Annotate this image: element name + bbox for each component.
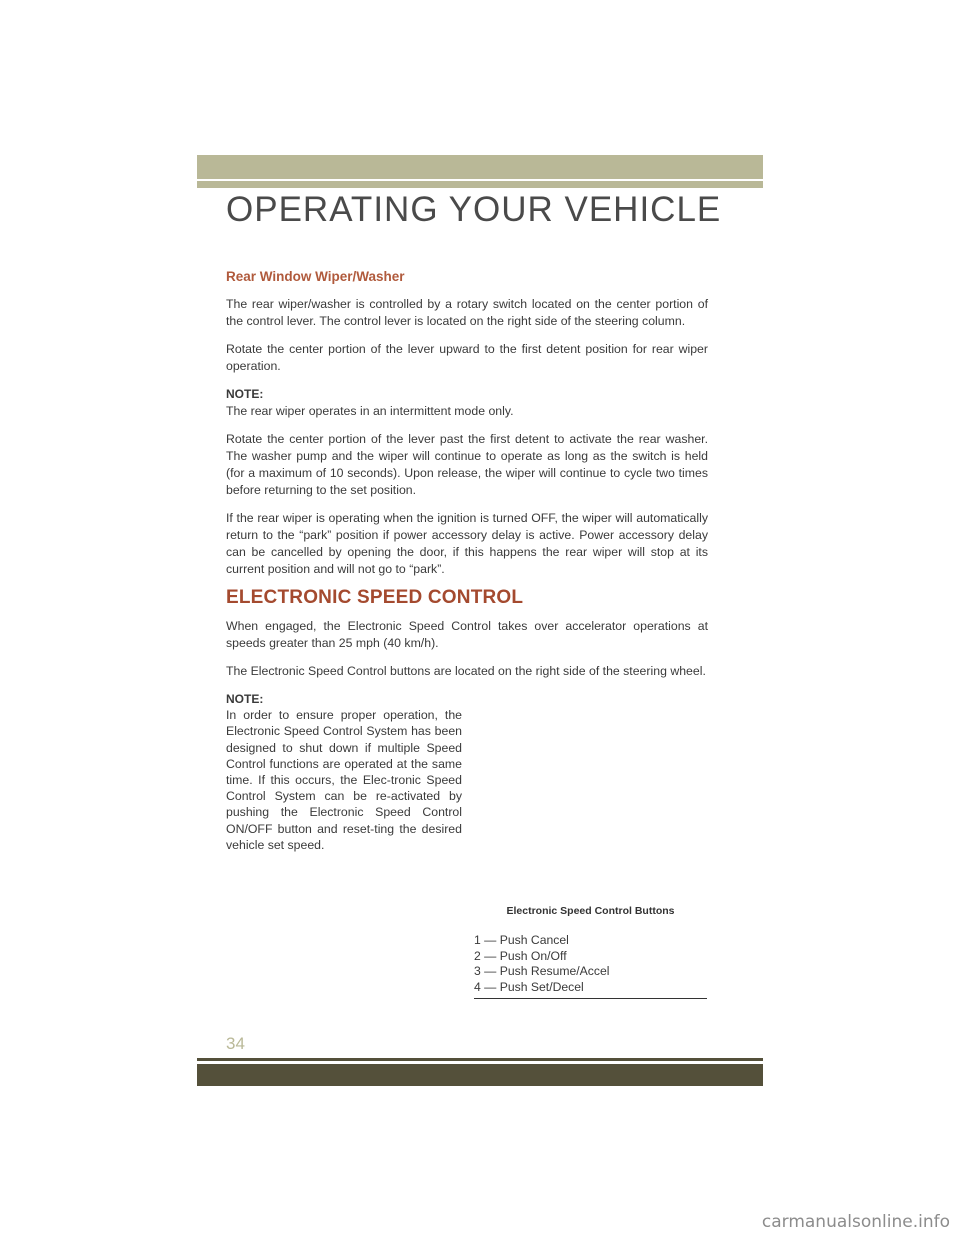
footer-rule	[197, 1058, 763, 1061]
speed-control-para-1: When engaged, the Electronic Speed Control takes over accelerator operations at speeds greater than 25 mph (40 km/h).	[226, 619, 708, 650]
legend-item: 3 — Push Resume/Accel	[474, 964, 610, 978]
header-rule	[197, 181, 763, 188]
note-label: NOTE:	[226, 692, 264, 706]
watermark[interactable]: carmanualsonline.info	[761, 1212, 950, 1232]
figure-legend-list	[474, 933, 707, 995]
rear-wiper-para-2: Rotate the center portion of the lever upward to the first detent position for rear wiper operation.	[226, 342, 708, 373]
speed-control-heading: ELECTRONIC SPEED CONTROL	[226, 587, 524, 608]
legend-item: 2 — Push On/Off	[474, 948, 567, 963]
legend-item: 1 — Push Cancel	[474, 933, 569, 947]
note-label: NOTE:	[226, 387, 264, 401]
note-text: In order to ensure proper operation, the Electronic Speed Control System has been designed to shut down if multiple Speed Control functions are operated at the same time. If this occurs, the Elec-tronic Speed Control System can be re-activated by pushing the Electronic Speed Control ON/OFF button and reset-ting the desired vehicle set speed.	[226, 708, 462, 852]
page-content	[226, 262, 708, 853]
figure-caption: Electronic Speed Control Buttons	[506, 905, 675, 917]
note-text: The rear wiper operates in an intermittent mode only.	[226, 404, 514, 418]
figure-legend	[474, 905, 707, 999]
rear-wiper-heading: Rear Window Wiper/Washer	[226, 269, 405, 284]
header-bar	[197, 155, 763, 179]
speed-control-para-2: The Electronic Speed Control buttons are located on the right side of the steering wheel.	[226, 664, 706, 678]
rear-wiper-para-3: Rotate the center portion of the lever past the first detent to activate the rear washer. The washer pump and the wiper will continue to operate as long as the switch is held (for a maximum of 10 seconds). Upon release, the wiper will continue to cycle two times before returning to the set position.	[226, 432, 708, 497]
rear-wiper-note	[226, 386, 708, 420]
footer-bar	[197, 1064, 763, 1086]
rear-wiper-para-1: The rear wiper/washer is controlled by a rotary switch located on the center portion of the control lever. The control lever is located on the right side of the steering column.	[226, 297, 708, 328]
figure-rule	[474, 998, 707, 999]
rear-wiper-para-4: If the rear wiper is operating when the ignition is turned OFF, the wiper will automatically return to the “park” position if power accessory delay is active. Power accessory delay can be cancelled by opening the door, if this happens the rear wiper will stop at its current position and will not go to “park”.	[226, 511, 708, 576]
section-title: OPERATING YOUR VEHICLE	[226, 190, 722, 229]
speed-control-note	[226, 691, 462, 853]
page-number: 34	[226, 1034, 245, 1053]
legend-item: 4 — Push Set/Decel	[474, 979, 584, 994]
